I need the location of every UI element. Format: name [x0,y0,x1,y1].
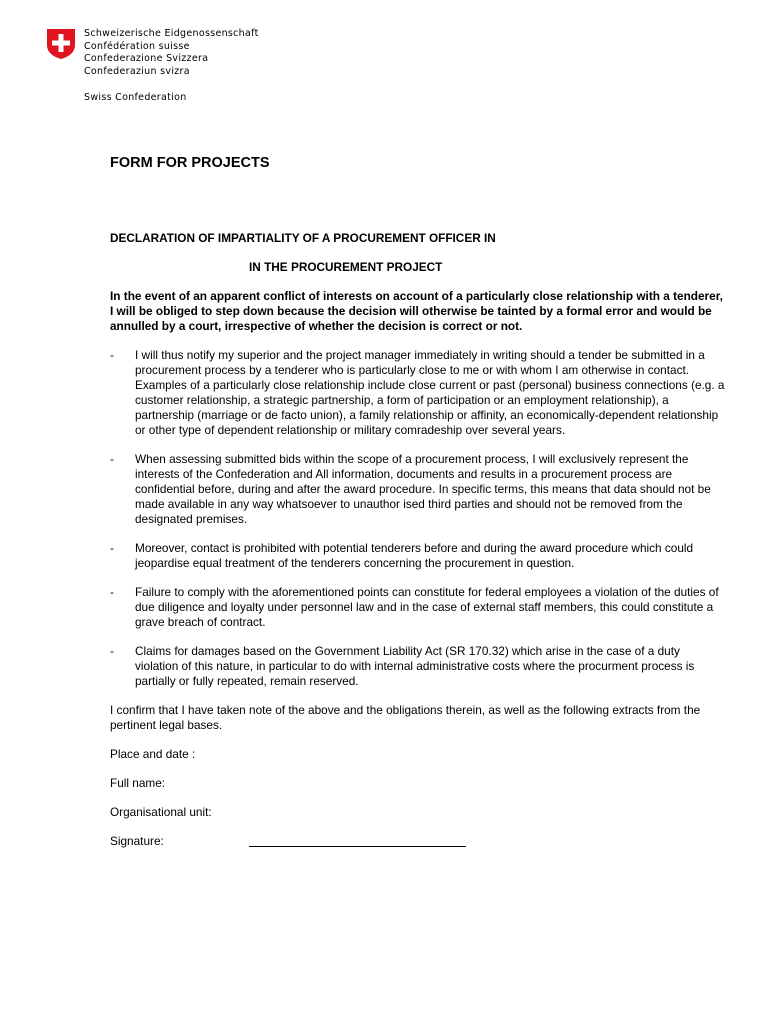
confederation-names [84,28,259,78]
intro-paragraph: In the event of an apparent conflict of interests on account of a particularly close relationship with a tenderer, I will be obliged to step down because the decision will otherwise be tainted by a formal error and would be annulled by a court, irrespective of whether the decision is correct or not. [110,289,723,333]
bullet-text: Failure to comply with the aforementioned points can constitute for federal employees a violation of the duties of due diligence and loyalty under personnel law and in the case of external staff members, this could constitute a grave breach of contract. [135,585,719,629]
confederation-line-de: Schweizerische Eidgenossenschaft [84,28,259,39]
signature-label: Signature: [110,834,164,848]
confederation-line-rm: Confederaziun svizra [84,65,190,77]
bullet-marker: - [110,585,114,599]
bullet-item [110,585,725,630]
bullet-item [110,541,725,571]
bullet-marker: - [110,348,114,362]
bullet-item [110,348,725,438]
form-title: FORM FOR PROJECTS [110,155,270,171]
bullet-text: When assessing submitted bids within the scope of a procurement process, I will exclusively represent the interests of the Confederation and All information, documents and results in a procurement process are confidential before, during and after the award procedure. In specific terms, this means that data should not be made available in any way whatsoever to unauthor ised third parties and should not be removed from the designated premises. [135,452,711,526]
bullet-text: Moreover, contact is prohibited with potential tenderers before and during the award procedure which could jeopardise equal treatment of the tenderers concerning the procurement in question. [135,541,694,570]
org-unit-field [110,805,725,820]
document-body [110,289,725,863]
bullet-marker: - [110,452,114,466]
signature-line[interactable] [249,846,466,847]
declaration-title: DECLARATION OF IMPARTIALITY OF A PROCUREMENT OFFICER IN [110,231,496,245]
place-date-field [110,747,725,762]
bullet-text: Claims for damages based on the Government Liability Act (SR 170.32) which arise in the case of a duty violation of this nature, in particular to do with internal administrative costs where the procurment process is partially or fully repeated, remain reserved. [135,644,695,688]
declaration-subtitle: IN THE PROCUREMENT PROJECT [249,260,443,274]
bullet-item [110,452,725,527]
signature-field [110,834,725,849]
full-name-field [110,776,725,791]
bullet-marker: - [110,644,114,658]
place-date-label: Place and date : [110,747,196,761]
confederation-line-fr: Confédération suisse [84,40,190,52]
confederation-line-it: Confederazione Svizzera [84,53,209,65]
bullet-item [110,644,725,689]
org-unit-label: Organisational unit: [110,805,212,819]
full-name-label: Full name: [110,776,166,790]
bullet-text: I will thus notify my superior and the project manager immediately in writing should a tender be submitted in a procurement process by a tenderer who is particularly close to me or with whom I am otherwise in contact. Examples of a particularly close relationship include close current or past (personal) business connections (e.g. a customer relationship, a strategic partnership, a form of participation or an employment relationship), a partnership (marriage or de facto union), a family relationship or affinity, an economically-dependent relationship or other type of dependent relationship or military comradeship over several years. [135,348,725,437]
swiss-cross-shield-icon [46,28,76,60]
confederation-line-en: Swiss Confederation [84,92,187,103]
bullet-marker: - [110,541,114,555]
confirmation-paragraph: I confirm that I have taken note of the above and the obligations therein, as well as the following extracts from the pertinent legal bases. [110,703,701,732]
